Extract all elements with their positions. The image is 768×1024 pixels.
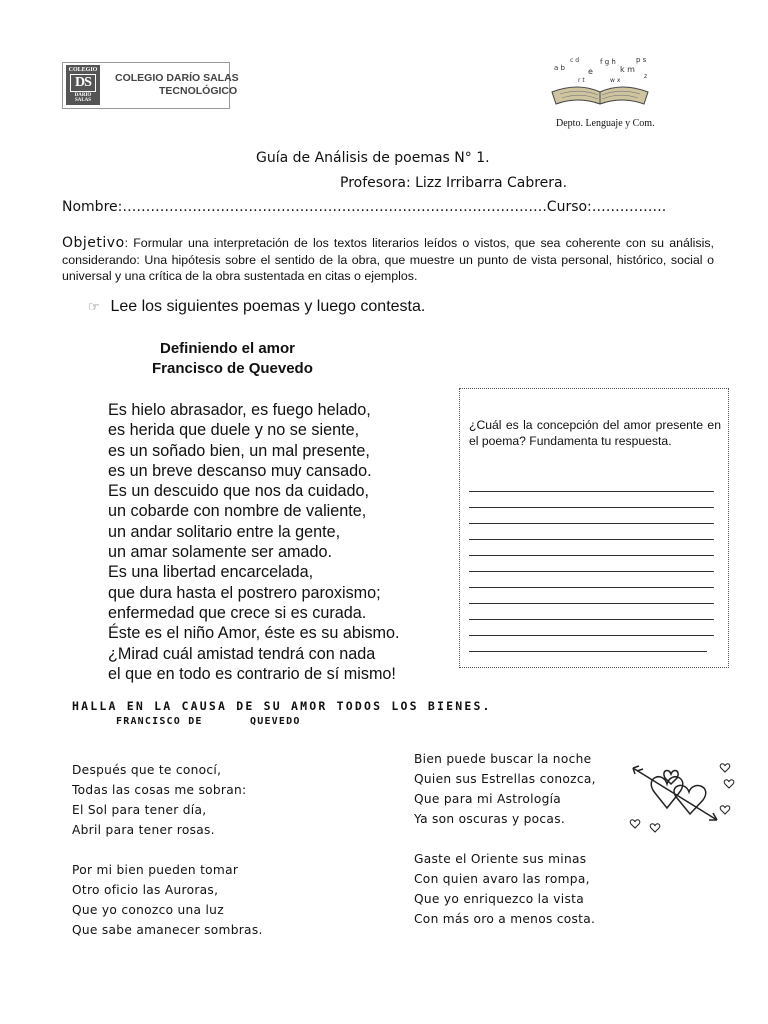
svg-text:a b: a b <box>554 64 565 72</box>
poem-line: Es un descuido que nos da cuidado, <box>108 482 369 501</box>
poem-line: un cobarde con nombre de valiente, <box>108 502 367 521</box>
svg-text:e: e <box>588 67 593 76</box>
svg-text:r t: r t <box>578 77 585 84</box>
answer-line[interactable] <box>469 619 714 620</box>
poem-line: Quien sus Estrellas conozca, <box>414 772 596 786</box>
answer-line[interactable] <box>469 651 707 652</box>
poem-line: Otro oficio las Auroras, <box>72 883 219 897</box>
answer-line[interactable] <box>469 507 714 508</box>
poem-line: Abril para tener rosas. <box>72 823 215 837</box>
poem-line: un amar solamente ser amado. <box>108 543 333 562</box>
poem1-title: Definiendo el amor <box>160 340 296 357</box>
department-label: Depto. Lenguaje y Com. <box>556 118 655 129</box>
poem-line: Que yo enriquezco la vista <box>414 892 584 906</box>
answer-line[interactable] <box>469 539 714 540</box>
answer-line[interactable] <box>469 523 714 524</box>
poem-line: enfermedad que crece si es curada. <box>108 603 367 622</box>
instruction-text: Lee los siguientes poemas y luego contesta. <box>110 298 426 315</box>
objective-text: : Formular una interpretación de los textos literarios leídos o vistos, que sea coherente con su análisis, considerando: Una hipótesis sobre el sentido de la obra, que muestre un punto de vista personal, histórico, social o universal y una crítica de la obra sustentada en citas o ejemplos. <box>62 236 714 283</box>
poem-line: ¿Mirad cuál amistad tendrá con nada <box>108 644 376 663</box>
poem-line: Es una libertad encarcelada, <box>108 563 314 582</box>
teacher-name: Profesora: Lizz Irribarra Cabrera. <box>340 175 568 191</box>
poem-line: Éste es el niño Amor, éste es su abismo. <box>108 624 400 643</box>
poem-line: El Sol para tener día, <box>72 803 207 817</box>
answer-line[interactable] <box>469 587 714 588</box>
poem2-left-column <box>72 760 263 940</box>
poem-line: Es hielo abrasador, es fuego helado, <box>108 401 371 419</box>
poem-line: Con más oro a menos costa. <box>414 912 596 926</box>
poem2-author-last: QUEVEDO <box>250 716 301 727</box>
poem-line: Con quien avaro las rompa, <box>414 872 590 886</box>
poem-line: Que yo conozco una luz <box>72 903 224 917</box>
poem-line: Bien puede buscar la noche <box>414 752 592 766</box>
answer-line[interactable] <box>469 635 714 636</box>
poem-line: Que para mi Astrología <box>414 792 562 806</box>
svg-text:p s: p s <box>636 56 647 64</box>
poem-line: que dura hasta el postrero paroxismo; <box>108 583 381 602</box>
poem-line: Que sabe amanecer sombras. <box>72 923 263 937</box>
poem-line: es un breve descanso muy cansado. <box>108 461 372 480</box>
poem-line: Ya son oscuras y pocas. <box>414 812 566 826</box>
answer-line[interactable] <box>469 555 714 556</box>
poem2-author-first: FRANCISCO DE <box>116 716 203 727</box>
answer-line[interactable] <box>469 603 714 604</box>
school-crest: COLEGIO DS DARÍO SALAS <box>66 65 100 105</box>
poem-line: es herida que duele y no se siente, <box>108 421 360 440</box>
poem2-title: HALLA EN LA CAUSA DE SU AMOR TODOS LOS BIENES. <box>72 699 492 713</box>
answer-line[interactable] <box>469 571 714 572</box>
svg-text:c d: c d <box>570 57 580 64</box>
school-subtitle: TECNOLÓGICO <box>159 85 238 97</box>
poem-line: Todas las cosas me sobran: <box>72 783 247 797</box>
svg-text:f g h: f g h <box>600 58 616 66</box>
poem-line: un andar solitario entre la gente, <box>108 522 341 541</box>
question-box <box>459 388 729 668</box>
poem-line: es un soñado bien, un mal presente, <box>108 441 370 460</box>
guide-title: Guía de Análisis de poemas N° 1. <box>256 150 490 166</box>
pointing-hand-icon: ☞ <box>88 299 100 314</box>
question-text: ¿Cuál es la concepción del amor presente en el poema? Fundamenta tu respuesta. <box>469 418 721 448</box>
open-book-icon <box>540 52 660 110</box>
school-logo <box>62 62 239 109</box>
hearts-arrow-icon <box>625 758 740 838</box>
poem1-body <box>108 400 400 684</box>
svg-text:z: z <box>644 73 648 80</box>
instruction <box>88 298 425 316</box>
objective-label: Objetivo <box>62 235 125 251</box>
poem1-author: Francisco de Quevedo <box>152 360 313 377</box>
poem-line: Por mi bien pueden tomar <box>72 863 239 877</box>
svg-text:w x: w x <box>610 77 621 84</box>
answer-line[interactable] <box>469 491 714 492</box>
poem-line: Después que te conocí, <box>72 763 222 777</box>
name-course-line: Nombre:……………………………………………………………………………….Curso:……………. <box>62 199 667 215</box>
poem-line: Gaste el Oriente sus minas <box>414 852 587 866</box>
poem-line: el que en todo es contrario de sí mismo! <box>108 664 396 683</box>
poem2-right-column <box>414 749 596 929</box>
school-name: COLEGIO DARÍO SALAS <box>115 72 239 84</box>
objective-paragraph <box>62 235 714 285</box>
svg-text:k m: k m <box>620 65 635 74</box>
